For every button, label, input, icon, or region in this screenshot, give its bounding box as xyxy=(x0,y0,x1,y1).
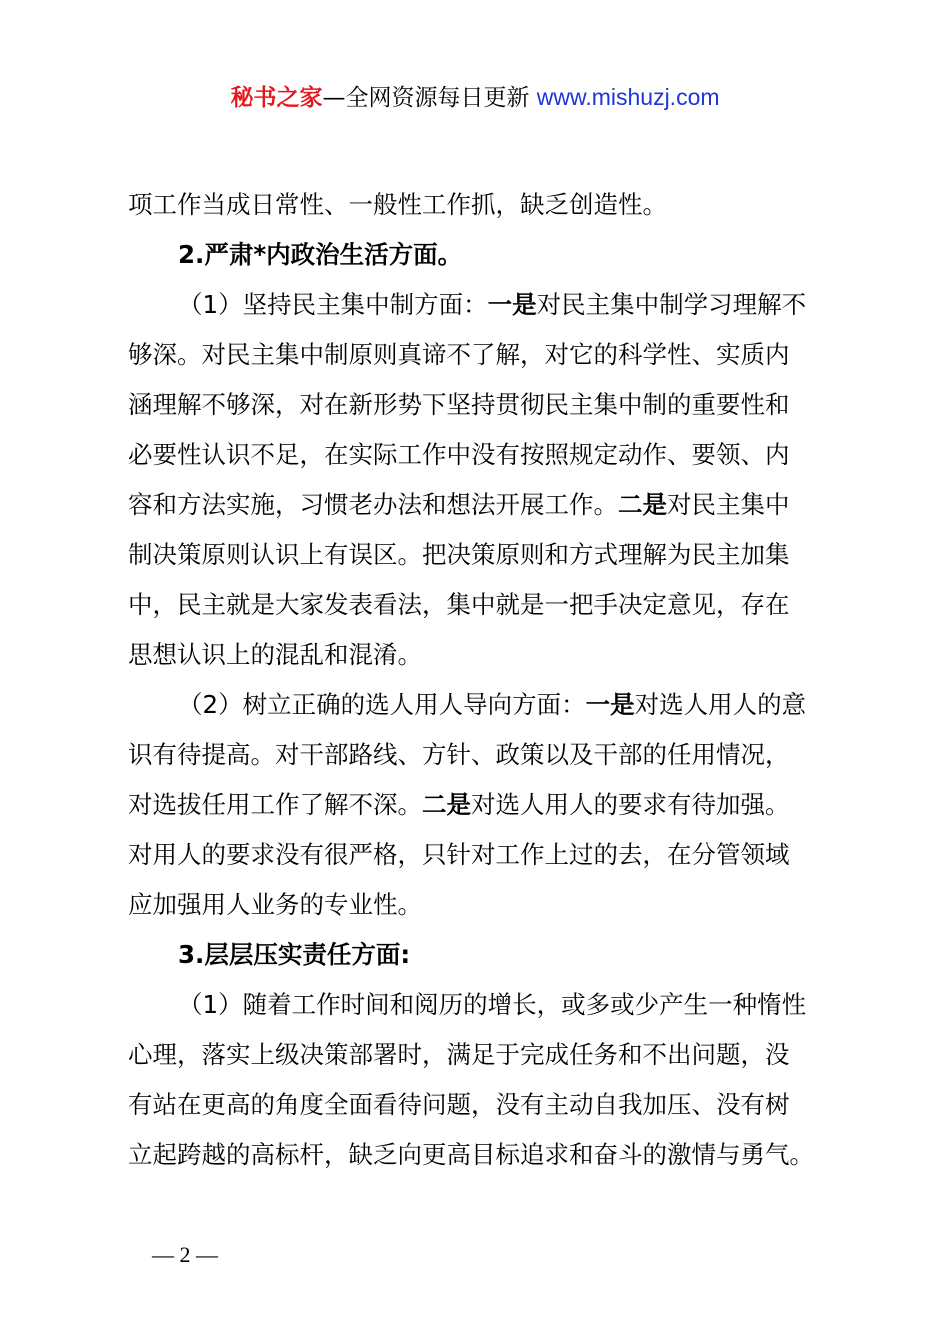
site-header xyxy=(0,80,950,114)
section-heading-3: 3.层层压实责任方面: xyxy=(178,940,411,969)
brand-name: 秘书之家 xyxy=(230,85,323,111)
text-line: （1）随着工作时间和阅历的增长，或多或少产生一种惰性 xyxy=(178,990,807,1019)
text-line: 立起跨越的高标杆，缺乏向更高目标追求和奋斗的激情与勇气。 xyxy=(128,1140,814,1169)
text-span: 对民主集中制学习理解不 xyxy=(536,290,807,319)
bold-marker: 一是 xyxy=(585,690,635,719)
text-line: 项工作当成日常性、一般性工作抓，缺乏创造性。 xyxy=(128,190,667,219)
text-span: 对选拔任用工作了解不深。 xyxy=(128,790,422,819)
text-span: 对选人用人的意 xyxy=(634,690,807,719)
text-line: 思想认识上的混乱和混淆。 xyxy=(128,640,422,669)
text-line: 涵理解不够深，对在新形势下坚持贯彻民主集中制的重要性和 xyxy=(128,390,790,419)
header-tagline: —全网资源每日更新 xyxy=(322,85,537,111)
text-line: 中，民主就是大家发表看法，集中就是一把手决定意见，存在 xyxy=(128,590,790,619)
text-line: 识有待提高。对干部路线、方针、政策以及干部的任用情况， xyxy=(128,740,790,769)
paragraph-line xyxy=(128,680,834,730)
text-line: 对用人的要求没有很严格，只针对工作上过的去，在分管领域 xyxy=(128,840,790,869)
paragraph-line xyxy=(128,780,834,830)
bold-marker: 二是 xyxy=(422,790,471,819)
text-line: 制决策原则认识上有误区。把决策原则和方式理解为民主加集 xyxy=(128,540,790,569)
text-line: 有站在更高的角度全面看待问题，没有主动自我加压、没有树 xyxy=(128,1090,790,1119)
item-prefix: （1）坚持民主集中制方面： xyxy=(178,290,488,319)
bold-marker: 一是 xyxy=(487,290,537,319)
text-line: 应加强用人业务的专业性。 xyxy=(128,890,422,919)
item-prefix: （2）树立正确的选人用人导向方面： xyxy=(178,690,586,719)
text-line: 够深。对民主集中制原则真谛不了解，对它的科学性、实质内 xyxy=(128,340,790,369)
bold-marker: 二是 xyxy=(618,490,667,519)
text-line: 心理，落实上级决策部署时，满足于完成任务和不出问题，没 xyxy=(128,1040,790,1069)
paragraph-line xyxy=(128,480,834,530)
text-span: 对选人用人的要求有待加强。 xyxy=(471,790,790,819)
text-span: 对民主集中 xyxy=(667,490,790,519)
page-number: — 2 — xyxy=(152,1242,218,1267)
text-span: 容和方法实施，习惯老办法和想法开展工作。 xyxy=(128,490,618,519)
text-line: 必要性认识不足，在实际工作中没有按照规定动作、要领、内 xyxy=(128,440,790,469)
paragraph-line xyxy=(128,280,834,330)
section-heading-2: 2.严肃*内政治生活方面。 xyxy=(178,240,463,269)
document-body xyxy=(128,180,834,1180)
site-url-link[interactable]: www.mishuzj.com xyxy=(536,84,720,110)
